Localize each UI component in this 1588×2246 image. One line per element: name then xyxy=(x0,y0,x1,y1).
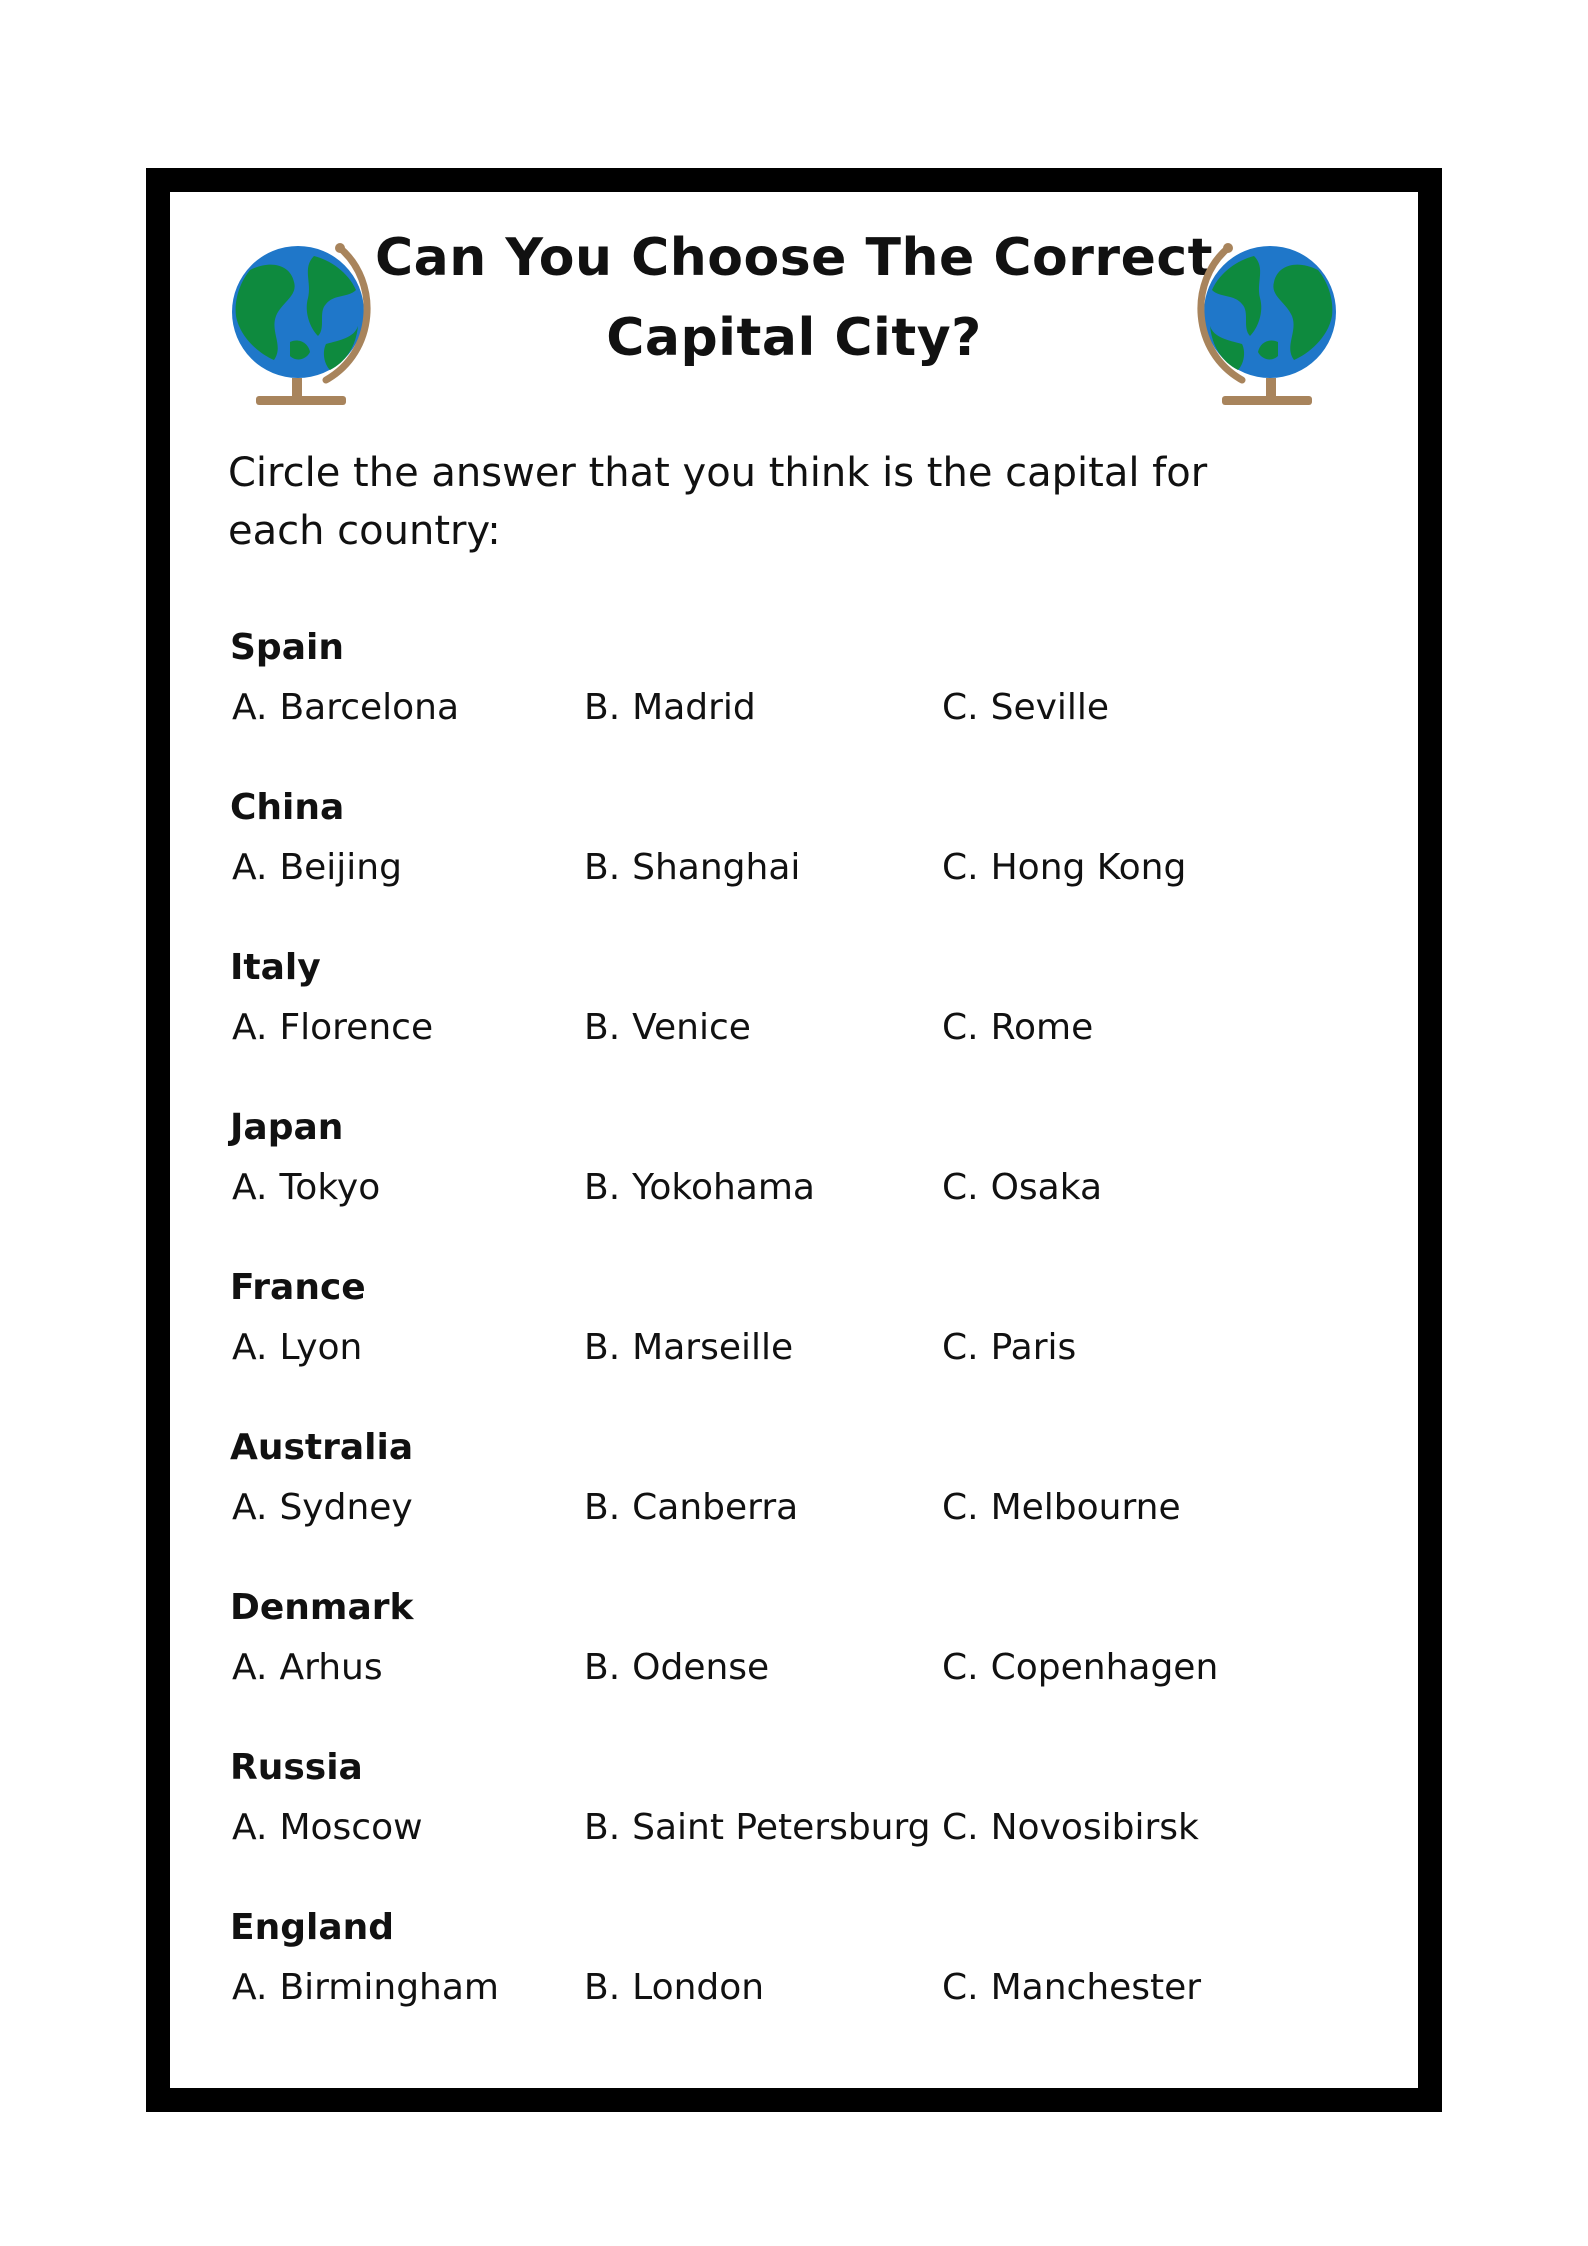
option-letter: C. xyxy=(942,1327,979,1368)
option-letter: C. xyxy=(942,1007,979,1048)
answer-option-a[interactable] xyxy=(232,684,459,732)
answer-option-b[interactable] xyxy=(584,684,756,732)
answer-option-b[interactable] xyxy=(584,844,800,892)
option-city: Beijing xyxy=(279,847,402,888)
country-name: Italy xyxy=(230,947,321,988)
answer-option-a[interactable] xyxy=(232,1004,433,1052)
worksheet-frame xyxy=(146,168,1442,2112)
option-letter: B. xyxy=(584,1647,621,1688)
country-name: Spain xyxy=(230,627,344,668)
option-letter: A. xyxy=(232,687,268,728)
answer-option-c[interactable] xyxy=(942,684,1109,732)
title-line-2: Capital City? xyxy=(606,308,982,368)
globe-icon xyxy=(1190,242,1338,406)
option-city: London xyxy=(632,1967,765,2008)
option-letter: C. xyxy=(942,1167,979,1208)
option-city: Yokohama xyxy=(632,1167,815,1208)
option-letter: A. xyxy=(232,1647,268,1688)
answer-option-b[interactable] xyxy=(584,1164,815,1212)
question-item xyxy=(170,1264,1418,1414)
country-name: England xyxy=(230,1907,395,1948)
option-letter: C. xyxy=(942,1807,979,1848)
option-letter: B. xyxy=(584,687,621,728)
option-city: Florence xyxy=(279,1007,434,1048)
country-name: Japan xyxy=(230,1107,344,1148)
option-city: Tokyo xyxy=(279,1167,381,1208)
option-letter: A. xyxy=(232,1167,268,1208)
answer-option-c[interactable] xyxy=(942,1484,1181,1532)
option-city: Paris xyxy=(990,1327,1077,1368)
answer-option-a[interactable] xyxy=(232,1324,362,1372)
country-name: Australia xyxy=(230,1427,414,1468)
answer-option-b[interactable] xyxy=(584,1004,751,1052)
question-item xyxy=(170,944,1418,1094)
option-letter: B. xyxy=(584,1807,621,1848)
question-item xyxy=(170,1904,1418,2054)
option-city: Moscow xyxy=(279,1807,423,1848)
answer-option-a[interactable] xyxy=(232,1644,383,1692)
option-city: Hong Kong xyxy=(990,847,1187,888)
answer-option-c[interactable] xyxy=(942,1004,1093,1052)
option-letter: B. xyxy=(584,1167,621,1208)
option-city: Madrid xyxy=(632,687,756,728)
country-name: China xyxy=(230,787,345,828)
answer-option-c[interactable] xyxy=(942,1324,1076,1372)
option-letter: B. xyxy=(584,1007,621,1048)
country-name: France xyxy=(230,1267,366,1308)
option-city: Osaka xyxy=(990,1167,1103,1208)
option-letter: C. xyxy=(942,687,979,728)
option-letter: A. xyxy=(232,1967,268,2008)
answer-option-c[interactable] xyxy=(942,1964,1201,2012)
option-letter: C. xyxy=(942,1967,979,2008)
answer-option-a[interactable] xyxy=(232,1484,413,1532)
option-city: Seville xyxy=(990,687,1110,728)
option-city: Birmingham xyxy=(279,1967,499,2008)
option-letter: B. xyxy=(584,1487,621,1528)
country-name: Denmark xyxy=(230,1587,414,1628)
country-name: Russia xyxy=(230,1747,363,1788)
option-letter: B. xyxy=(584,1327,621,1368)
option-letter: A. xyxy=(232,1487,268,1528)
question-item xyxy=(170,1424,1418,1574)
answer-option-a[interactable] xyxy=(232,1804,423,1852)
option-city: Manchester xyxy=(990,1967,1202,2008)
option-letter: A. xyxy=(232,1807,268,1848)
option-city: Copenhagen xyxy=(990,1647,1219,1688)
option-letter: B. xyxy=(584,1967,621,2008)
question-item xyxy=(170,1584,1418,1734)
option-city: Sydney xyxy=(279,1487,413,1528)
option-letter: A. xyxy=(232,847,268,888)
option-city: Saint Petersburg xyxy=(632,1807,931,1848)
question-item xyxy=(170,624,1418,774)
answer-option-b[interactable] xyxy=(584,1804,931,1852)
answer-option-a[interactable] xyxy=(232,1964,499,2012)
option-city: Barcelona xyxy=(279,687,460,728)
question-item xyxy=(170,784,1418,934)
instructions: Circle the answer that you think is the capital for each country: xyxy=(228,450,1208,554)
option-city: Odense xyxy=(632,1647,770,1688)
answer-option-c[interactable] xyxy=(942,844,1186,892)
option-city: Canberra xyxy=(632,1487,799,1528)
option-letter: B. xyxy=(584,847,621,888)
answer-option-c[interactable] xyxy=(942,1804,1199,1852)
answer-option-a[interactable] xyxy=(232,1164,380,1212)
option-city: Venice xyxy=(632,1007,751,1048)
answer-option-c[interactable] xyxy=(942,1164,1102,1212)
answer-option-b[interactable] xyxy=(584,1324,793,1372)
globe-icon xyxy=(230,242,378,406)
option-letter: C. xyxy=(942,1487,979,1528)
answer-option-b[interactable] xyxy=(584,1644,769,1692)
option-city: Shanghai xyxy=(632,847,801,888)
option-city: Rome xyxy=(990,1007,1094,1048)
answer-option-c[interactable] xyxy=(942,1644,1218,1692)
question-item xyxy=(170,1744,1418,1894)
option-letter: A. xyxy=(232,1327,268,1368)
option-letter: C. xyxy=(942,847,979,888)
option-letter: A. xyxy=(232,1007,268,1048)
option-city: Melbourne xyxy=(990,1487,1181,1528)
answer-option-b[interactable] xyxy=(584,1964,764,2012)
option-city: Lyon xyxy=(279,1327,363,1368)
option-city: Marseille xyxy=(632,1327,794,1368)
title-line-1: Can You Choose The Correct xyxy=(374,228,1214,288)
answer-option-a[interactable] xyxy=(232,844,402,892)
page-title xyxy=(370,218,1218,378)
answer-option-b[interactable] xyxy=(584,1484,798,1532)
option-city: Novosibirsk xyxy=(990,1807,1199,1848)
option-city: Arhus xyxy=(279,1647,383,1688)
question-item xyxy=(170,1104,1418,1254)
option-letter: C. xyxy=(942,1647,979,1688)
